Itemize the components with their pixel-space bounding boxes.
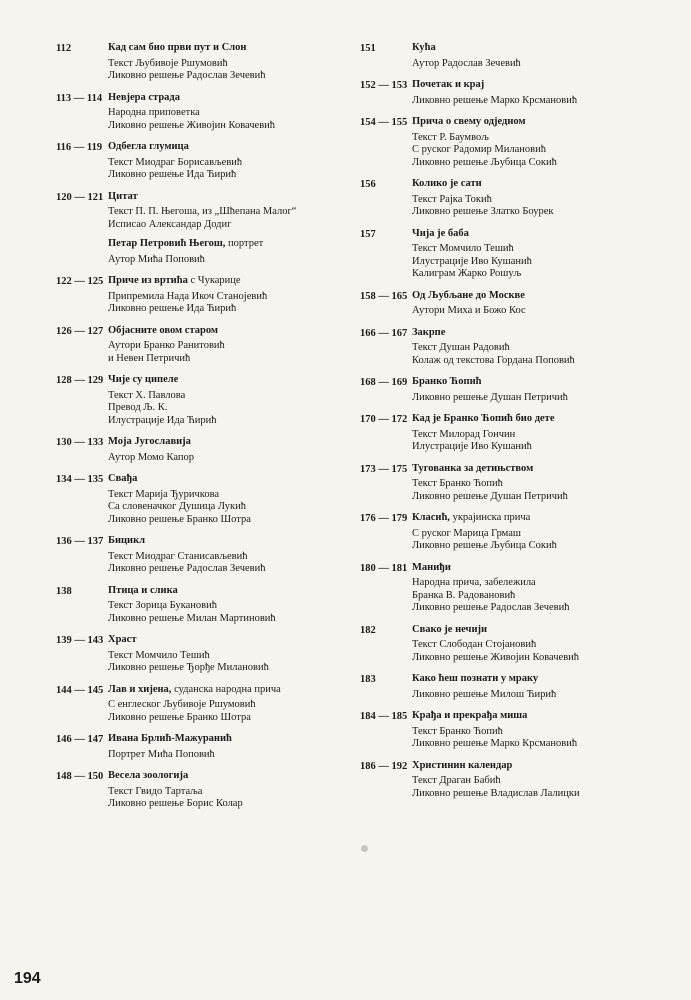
page-range: 148 — 150 [56,771,104,782]
toc-entry [360,79,660,107]
entry-credit-line: Аутор Мића Поповић [108,253,205,265]
entry-title: Храст [108,634,137,645]
toc-entry [360,228,660,281]
page-range: 144 — 145 [56,684,104,696]
entry-credit-line: Бранка В. Радовановић [412,589,516,601]
entry-title: Цитат [108,190,138,202]
toc-entry [56,733,351,761]
entry-title-line [412,376,660,389]
entry-title-line [108,191,351,204]
entry-title-line [108,325,351,338]
entry-title-line [108,92,351,105]
toc-entry [360,290,660,318]
entry-body [412,512,660,553]
toc-entry [56,473,351,526]
entry-title: Од Љубљане до Москве [412,289,525,301]
entry-title: Одбегла глумица [108,141,189,152]
entry-credit-line: Ликовно решење Ида Ћирић [108,169,237,180]
entry-title: Весела зоологија [108,770,189,781]
toc-entry [56,436,351,464]
entry-title: Лав и хијена, [108,683,172,695]
entry-body [108,42,351,83]
page-range: 173 — 175 [360,463,408,475]
entry-body [108,684,351,725]
page-range: 186 — 192 [360,760,408,772]
entry-title-suffix: суданска народна прича [171,683,281,695]
entry-title-line [108,733,351,746]
entry-title: Бицикл [108,535,146,546]
entry-credit-line: Аутор Момо Капор [108,451,195,463]
toc-entry [360,116,660,169]
entry-title-line [108,770,351,783]
entry-credit-line: Илустрације Иво Кушанић [412,255,532,267]
entry-subtitle-line [108,238,351,251]
entry-credit-line: Ликовно решење Марко Крсмановић [412,94,578,106]
entry-title-line [108,634,351,647]
entry-credit-line: Са словеначког Душица Лукић [108,501,246,512]
page-range: 182 [360,624,376,636]
entry-credit-line: Текст Бранко Ћопић [412,725,503,737]
entry-credit-line: Аутори Миха и Божо Кос [412,305,526,316]
entry-credit-line: Колаж од текстова Гордана Поповић [412,354,575,366]
entry-title: Кад сам био први пут и Слон [108,42,247,53]
entry-title: Моја Југославија [108,436,191,447]
entry-credit-line: Текст Милорад Гончин [412,428,516,440]
entry-credit-line: С руског Радомир Милановић [412,144,546,155]
entry-title-line [108,684,351,697]
entry-body [108,374,351,427]
entry-title: Христинин календар [412,759,513,771]
entry-credit-line: Ликовно решење Душан Петричић [412,490,568,502]
entry-title: Бранко Ћопић [412,376,482,387]
entry-credit-line: Текст Миодраг Станисављевић [108,550,248,562]
toc-entry [360,178,660,219]
page-range: 112 [56,43,72,54]
entry-title: Прича о свему одједном [412,116,526,127]
entry-body [412,413,660,454]
entry-title: Крађа и прекрађа миша [412,710,528,721]
entry-title-line [412,178,660,191]
page-range: 130 — 133 [56,437,104,448]
page-number: 194 [14,970,41,987]
entry-title-line [412,116,660,129]
entry-body [412,673,660,701]
entry-title-suffix: с Чукарице [187,275,241,286]
entry-title: Кад је Бранко Ћопић био дете [412,413,555,424]
entry-title-line [412,228,660,241]
entry-title-line [412,290,660,303]
entry-credit-line: Ликовно решење Живојин Ковачевић [108,119,276,131]
toc-entry [56,374,351,427]
page-range: 126 — 127 [56,325,104,337]
entry-title-line [108,585,351,598]
entry-title: Закрпе [412,326,446,338]
entry-credit-line: Превод Љ. К. [108,402,168,413]
entry-credit-line: Аутори Бранко Ранитовић [108,340,225,351]
toc-entry [56,325,351,366]
toc-entry [56,770,351,811]
page-range: 157 [360,228,376,240]
entry-credit-line: Текст П. П. Његоша, из „Шћепана Малог“ [108,206,297,217]
entry-body [412,178,660,219]
entry-body [412,624,660,665]
entry-title-line [412,673,660,686]
entry-body [108,436,351,464]
entry-body [412,116,660,169]
entry-body [108,535,351,576]
entry-body [108,325,351,366]
page-range: 136 — 137 [56,536,104,547]
page-range: 138 [56,585,72,597]
toc-entry [360,512,660,553]
entry-subtitle: Петар Петровић Његош, [108,238,226,249]
entry-credit-line: С руског Марица Грмаш [412,527,521,539]
page-range: 154 — 155 [360,117,408,128]
entry-credit-line: Народна приповетка [108,107,200,118]
page-range: 176 — 179 [360,513,408,524]
entry-title-suffix: украјинска прича [449,512,531,523]
entry-credit-line: Текст Х. Павлова [108,389,186,401]
entry-body [108,92,351,133]
entry-credit-line: Ликовно решење Борис Колар [108,798,243,809]
toc-entry [56,684,351,725]
entry-title-line [412,79,660,92]
entry-credit-line: Ликовно решење Милош Ћирић [412,688,557,700]
toc-entry [360,710,660,751]
entry-credit-line: Ликовно решење Милан Мартиновић [108,612,276,624]
entry-title: Ивана Брлић-Мажуранић [108,733,232,744]
entry-title: Свако је нечији [412,623,488,635]
entry-credit-line: Ликовно решење Радослав Зечевић [108,563,266,574]
entry-body [412,327,660,368]
toc-entry [56,634,351,675]
entry-credit-line: Текст Душан Радовић [412,342,510,353]
page-range: 168 — 169 [360,377,408,388]
entry-credit-line: Ликовно решење Радослав Зечевић [412,602,570,613]
entry-body [108,191,351,267]
entry-credit-line: Текст Бранко Ћопић [412,478,503,489]
toc-entry [360,463,660,504]
entry-body [108,585,351,626]
entry-title-line [108,473,351,486]
entry-body [412,710,660,751]
entry-credit-line: Текст Рајка Токић [412,193,492,205]
entry-credit-line: Аутор Радослав Зечевић [412,57,521,69]
entry-credit-line: Текст Љубивоје Ршумовић [108,57,228,69]
entry-body [412,463,660,504]
toc-entry [360,327,660,368]
entry-title-line [412,760,660,773]
entry-title-line [412,624,660,637]
entry-body [108,473,351,526]
page-range: 156 [360,179,376,190]
entry-credit-line: Исписао Александар Додиг [108,218,232,230]
toc-entry [360,562,660,615]
entry-body [108,634,351,675]
punch-hole-dot [361,845,368,852]
toc-entry [56,92,351,133]
toc-entry [360,624,660,665]
entry-credit-line: Ликовно решење Ђорђе Милановић [108,662,269,673]
page-range: 184 — 185 [360,711,408,722]
toc-entry [56,585,351,626]
entry-credit-line: Текст Р. Баумвољ [412,131,489,143]
toc-entry [360,673,660,701]
entry-title-line [412,512,660,525]
entry-credit-line: Текст Драган Бабић [412,775,501,786]
page-range: 158 — 165 [360,290,408,302]
entry-title: Чије су ципеле [108,374,179,385]
page-range: 116 — 119 [56,142,103,153]
entry-body [108,275,351,316]
entry-credit-line: Ликовно решење Ида Ћирић [108,303,237,314]
entry-body [412,562,660,615]
entry-body [412,376,660,404]
entry-body [108,770,351,811]
left-column [56,42,351,820]
entry-body [412,290,660,318]
entry-title-line [108,436,351,449]
toc-entry [360,376,660,404]
entry-title: Тугованка за детињством [412,462,534,474]
entry-title: Свађа [108,473,138,484]
toc-entry [56,42,351,83]
page-range: 128 — 129 [56,375,104,386]
page-range: 134 — 135 [56,474,104,485]
entry-credit-line: Ликовно решење Љубица Сокић [412,156,557,168]
entry-title: Птица и слика [108,584,178,596]
entry-credit-line: Илустрације Иво Кушанић [412,441,532,452]
entry-credit-line: Ликовно решење Душан Петричић [412,391,568,403]
entry-body [412,42,660,70]
entry-title: Кућа [412,42,436,53]
entry-credit-line: Народна прича, забележила [412,577,536,588]
entry-credit-line: С енглеског Љубивоје Ршумовић [108,699,256,710]
entry-credit-line: Текст Зорица Букановић [108,600,217,611]
page-range: 139 — 143 [56,635,104,646]
page-range: 146 — 147 [56,734,104,745]
entry-title: Почетак и крај [412,79,485,90]
entry-credit-line: Ликовно решење Златко Боурек [412,206,554,217]
entry-credit-line: Припремила Нада Икоч Станојевић [108,290,268,302]
entry-credit-line: Ликовно решење Владислав Лалицки [412,787,580,799]
page-range: 152 — 153 [360,80,408,91]
entry-body [412,228,660,281]
entry-title-line [108,374,351,387]
entry-title: Невјера страда [108,91,180,103]
entry-title: Класић, [412,512,450,523]
entry-title: Објасните овом старом [108,324,219,336]
entry-credit-line: Портрет Мића Поповић [108,748,215,760]
toc-entry [56,275,351,316]
entry-credit-line: Текст Марија Ђуричкова [108,488,220,500]
page-range: 170 — 172 [360,414,408,425]
entry-credit-line: Текст Момчило Тешић [412,243,514,254]
entry-title-line [412,413,660,426]
toc-entry [360,413,660,454]
entry-title-line [412,327,660,340]
page-range: 122 — 125 [56,276,104,287]
entry-title-line [108,275,351,288]
entry-title-line [108,42,351,55]
entry-body [412,760,660,801]
entry-subtitle-suffix: портрет [225,238,264,249]
entry-credit-line: Текст Слободан Стојановић [412,639,537,650]
entry-credit-line: Ликовно решење Бранко Шотра [108,711,251,723]
entry-title-line [412,42,660,55]
toc-entry [360,42,660,70]
entry-credit-line: Текст Момчило Тешић [108,649,210,661]
page-range: 120 — 121 [56,191,104,203]
entry-body [108,141,351,182]
entry-credit-line: и Невен Петричић [108,352,191,364]
entry-credit-line: Текст Миодраг Борисављевић [108,156,243,168]
toc-entry [56,191,351,267]
page-range: 113 — 114 [56,92,103,104]
entry-credit-line: Ликовно решење Љубица Сокић [412,540,557,551]
toc-entry [360,760,660,801]
entry-title: Маниђи [412,561,451,573]
page-range: 151 [360,43,376,54]
page-range: 183 [360,674,376,685]
entry-title-line [108,535,351,548]
entry-title: Колико је сати [412,178,482,189]
entry-title-line [108,141,351,154]
entry-credit-line: Ликовно решење Живојин Ковачевић [412,651,580,663]
entry-title: Приче из вртића [108,275,188,286]
right-column [360,42,660,809]
entry-title: Како ћеш познати у мраку [412,673,539,684]
entry-credit-line: Ликовно решење Бранко Шотра [108,513,251,525]
entry-title-line [412,710,660,723]
toc-entry [56,141,351,182]
entry-credit-line: Ликовно решење Марко Крсмановић [412,738,578,749]
entry-body [412,79,660,107]
entry-credit-line: Калиграм Жарко Рошуљ [412,268,522,279]
entry-title-line [412,562,660,575]
entry-title: Чија је баба [412,227,469,239]
entry-credit-line: Текст Гвидо Тартаља [108,785,203,797]
page-range: 166 — 167 [360,327,408,339]
entry-title-line [412,463,660,476]
entry-body [108,733,351,761]
page-range: 180 — 181 [360,562,408,574]
entry-credit-line: Ликовно решење Радослав Зечевић [108,70,266,81]
toc-entry [56,535,351,576]
entry-credit-line: Илустрације Ида Ћирић [108,414,217,426]
